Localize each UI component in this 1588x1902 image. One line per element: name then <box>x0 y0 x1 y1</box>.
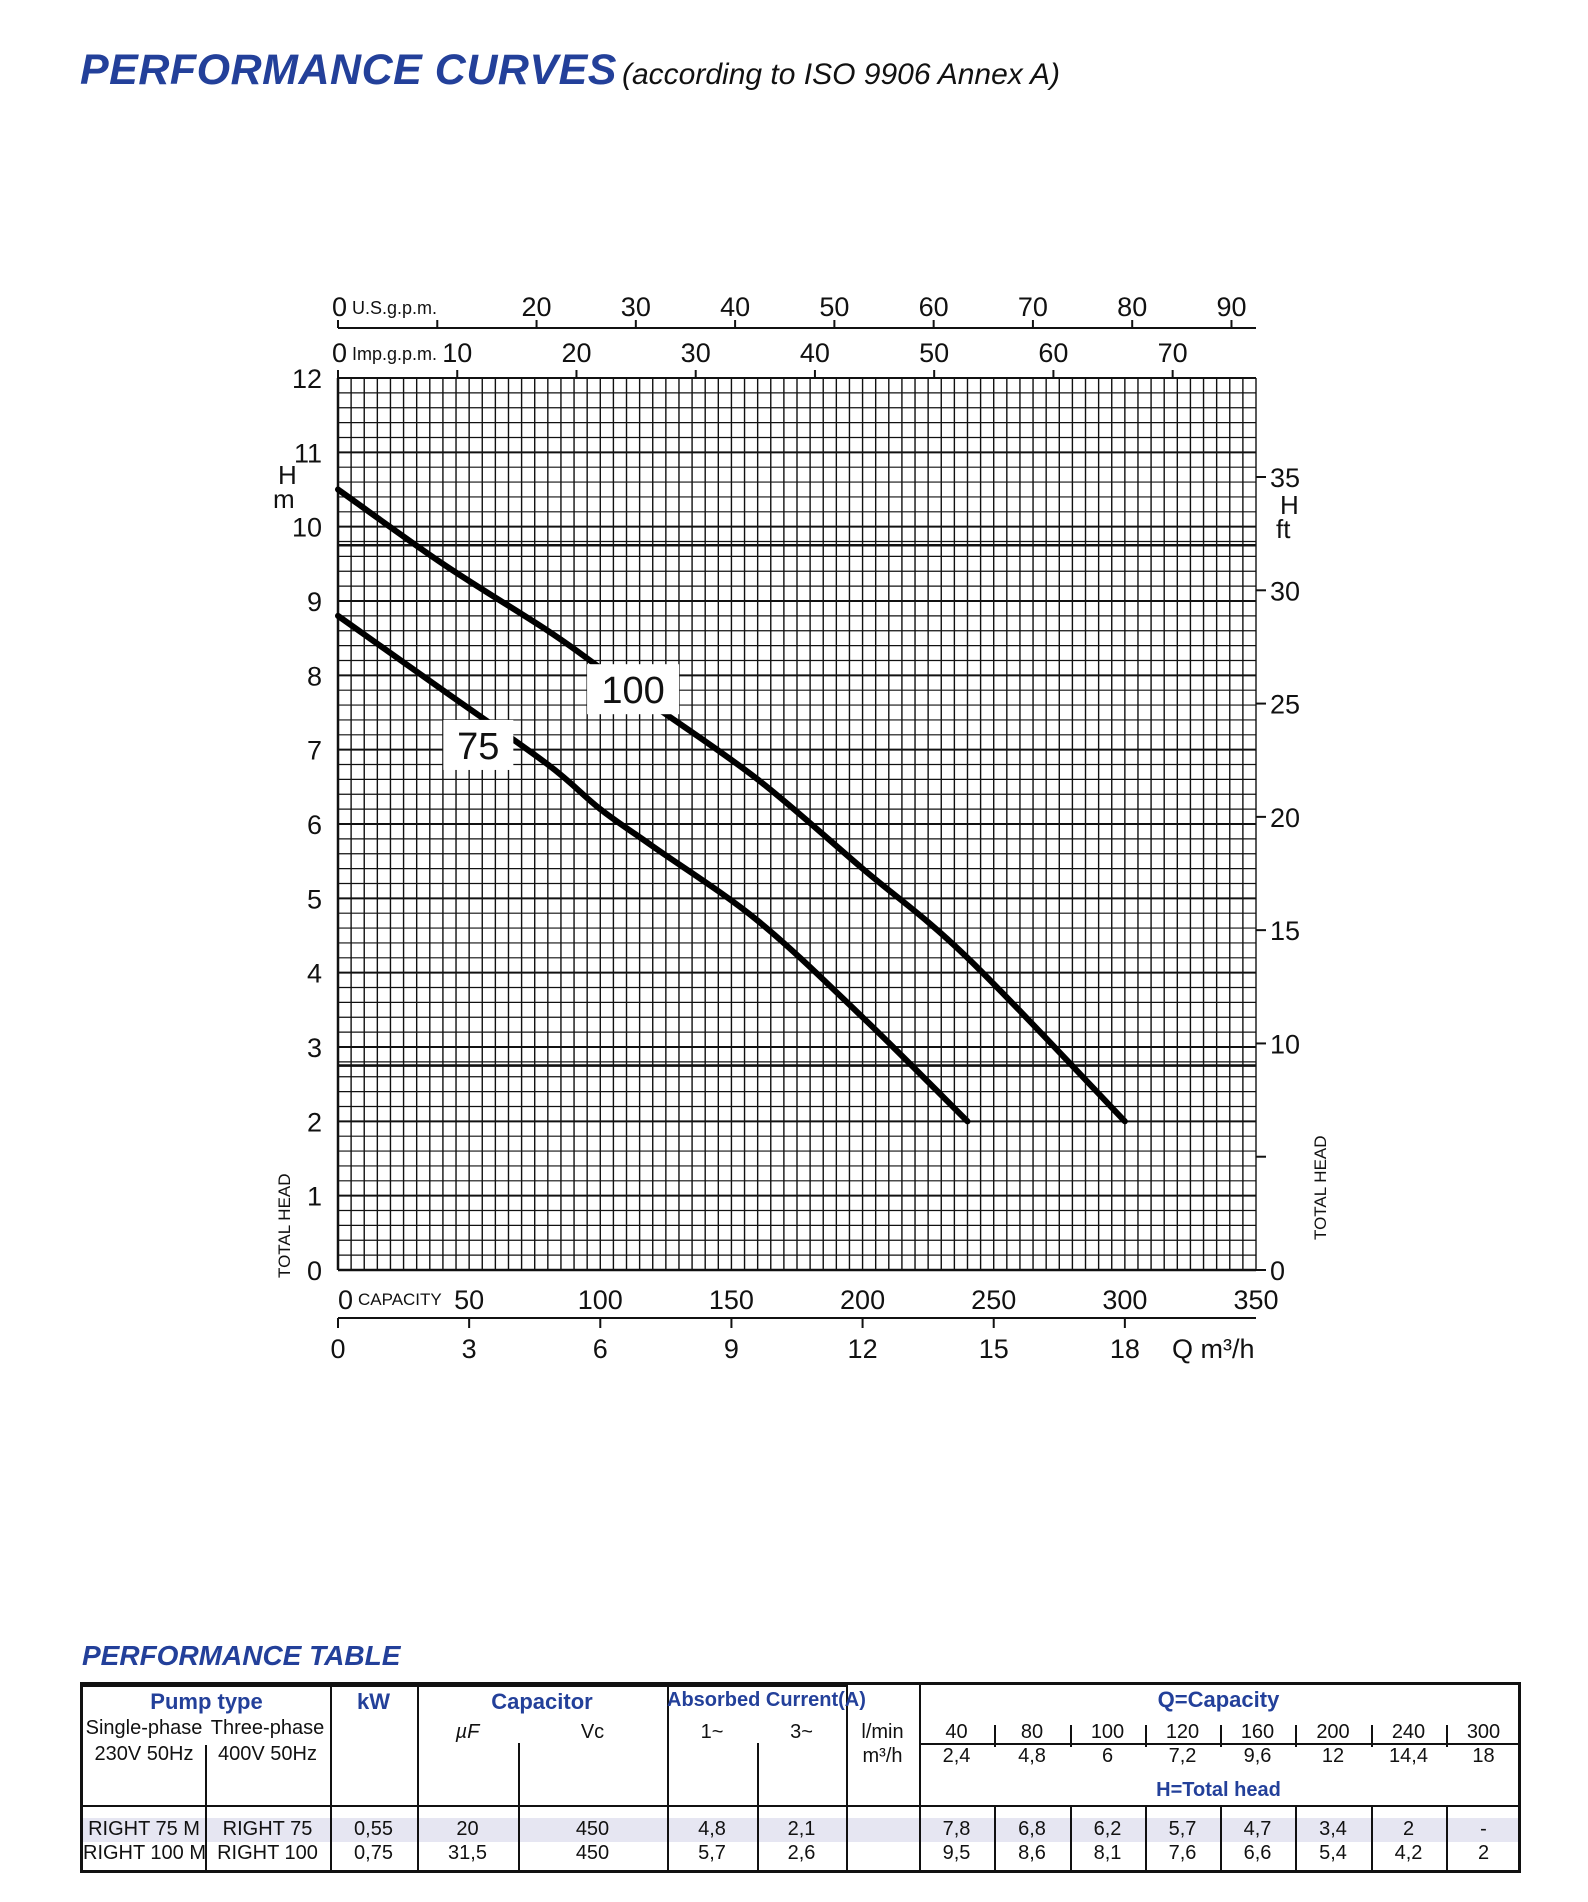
usgpm-label: U.S.g.p.m. <box>352 298 438 318</box>
y-tick-label: 4 <box>306 958 322 989</box>
m3h-tick-label: 0 <box>330 1334 346 1364</box>
performance-table <box>80 1682 1521 1873</box>
page-title: PERFORMANCE CURVES <box>80 46 617 94</box>
capacity-tick <box>1145 1725 1147 1747</box>
kw-value: 0,55 <box>354 1818 393 1840</box>
head-value: 7,6 <box>1168 1842 1197 1864</box>
right-tick-label: 15 <box>1270 916 1301 947</box>
impgpm-tick-label: 50 <box>919 338 950 368</box>
head-value: 4,7 <box>1243 1818 1272 1840</box>
right-tick-label: 35 <box>1270 463 1301 494</box>
vc-value: 450 <box>575 1842 610 1864</box>
y-tick-label: 9 <box>306 587 322 617</box>
one-phase-current: 4,8 <box>698 1818 726 1840</box>
x-tick-label: 50 <box>454 1285 485 1315</box>
capacitor-header: Capacitor <box>491 1689 593 1714</box>
y-tick-label: 1 <box>306 1181 322 1212</box>
capacity-tick <box>1295 1725 1297 1747</box>
head-value: 6,6 <box>1243 1842 1272 1864</box>
head-value: 7,8 <box>942 1818 971 1840</box>
y-tick-label: 2 <box>306 1107 322 1138</box>
uf-value: 31,5 <box>448 1842 487 1864</box>
usgpm-tick-label: 90 <box>1216 292 1247 322</box>
single-phase-model: RIGHT 100 M <box>83 1842 206 1864</box>
capacity-tick <box>1371 1725 1373 1747</box>
table-divider <box>846 1685 848 1870</box>
usgpm-tick-label: 0 <box>332 292 348 322</box>
head-value: 3,4 <box>1319 1818 1347 1840</box>
y-tick-label: 10 <box>291 512 322 543</box>
one-phase-current: 5,7 <box>698 1842 726 1864</box>
m3h-label: m³/h <box>862 1745 903 1767</box>
right-tick-label: 10 <box>1270 1029 1301 1060</box>
usgpm-tick-label: 40 <box>720 292 751 322</box>
y-tick-label: 3 <box>306 1033 322 1063</box>
kw-header: kW <box>357 1689 390 1714</box>
x-tick-label: 300 <box>1102 1285 1148 1315</box>
y-tick-label: 12 <box>291 364 322 394</box>
x-axis-label: CAPACITY <box>358 1290 442 1309</box>
capacity-tick <box>1220 1725 1222 1747</box>
impgpm-label: Imp.g.p.m. <box>352 344 438 364</box>
m3h-value: 14,4 <box>1389 1745 1428 1767</box>
lmin-value: 300 <box>1466 1721 1501 1743</box>
single-phase-model: RIGHT 75 M <box>88 1818 200 1840</box>
m3h-tick-label: 9 <box>723 1334 739 1364</box>
capacity-tick <box>1070 1725 1072 1747</box>
x-tick-label: 250 <box>971 1285 1017 1315</box>
m3h-value: 7,2 <box>1168 1745 1197 1767</box>
head-value: 4,2 <box>1394 1842 1423 1864</box>
y-tick-label: 11 <box>293 438 322 469</box>
lmin-value: 80 <box>1020 1721 1044 1743</box>
usgpm-tick-label: 60 <box>918 292 949 322</box>
left-axis-side-label: TOTAL HEAD <box>275 1173 294 1278</box>
usgpm-tick-label: 50 <box>819 292 850 322</box>
m3h-value: 18 <box>1472 1745 1495 1767</box>
m3h-tick-label: 18 <box>1109 1334 1140 1364</box>
y-tick-label: 0 <box>306 1256 322 1286</box>
m3h-value: 6 <box>1101 1745 1114 1767</box>
one-phase-current-header: 1~ <box>700 1721 724 1743</box>
absorbed-current-header: Absorbed Current(A) <box>667 1689 866 1711</box>
head-value: 5,7 <box>1168 1818 1197 1840</box>
usgpm-tick-label: 80 <box>1117 292 1148 322</box>
impgpm-tick-label: 60 <box>1038 338 1069 368</box>
head-value: 6,2 <box>1093 1818 1122 1840</box>
pump-type-header: Pump type <box>150 1689 263 1714</box>
three-phase-current: 2,1 <box>787 1818 816 1840</box>
three-phase-spec: 400V 50Hz <box>218 1743 317 1765</box>
vc-header: Vc <box>580 1721 605 1743</box>
left-axis-unit: m <box>273 484 295 514</box>
three-phase-header: Three-phase <box>210 1717 325 1739</box>
m3h-value: 4,8 <box>1018 1745 1046 1767</box>
capacity-tick <box>994 1725 996 1747</box>
series-label-75: 75 <box>457 725 500 768</box>
x-tick-label: 0 <box>338 1285 354 1315</box>
impgpm-tick-label: 30 <box>680 338 711 368</box>
impgpm-tick-label: 0 <box>332 338 348 368</box>
h-total-head-header: H=Total head <box>1156 1779 1281 1801</box>
lmin-value: 200 <box>1316 1721 1350 1743</box>
uf-header: µF <box>455 1721 480 1743</box>
head-value: 6,8 <box>1018 1818 1046 1840</box>
head-value: 8,1 <box>1093 1842 1122 1864</box>
usgpm-tick-label: 70 <box>1017 292 1048 322</box>
m3h-tick-label: 3 <box>461 1334 477 1364</box>
y-tick-label: 8 <box>306 661 322 692</box>
right-tick-label: 25 <box>1270 689 1301 720</box>
head-value: 5,4 <box>1319 1842 1347 1864</box>
m3h-axis-label: Q m³/h <box>1172 1334 1255 1364</box>
page-subtitle: (according to ISO 9906 Annex A) <box>622 58 1061 91</box>
impgpm-tick-label: 40 <box>799 338 830 368</box>
lmin-value: 40 <box>945 1721 968 1743</box>
three-phase-model: RIGHT 75 <box>222 1818 313 1840</box>
lmin-label: l/min <box>861 1721 904 1743</box>
lmin-value: 100 <box>1090 1721 1125 1743</box>
usgpm-tick-label: 20 <box>521 292 552 322</box>
impgpm-tick-label: 10 <box>442 338 473 368</box>
x-tick-label: 350 <box>1233 1285 1279 1315</box>
right-axis-side-label: TOTAL HEAD <box>1311 1135 1330 1240</box>
m3h-tick-label: 12 <box>847 1334 878 1364</box>
y-tick-label: 5 <box>306 884 322 915</box>
three-phase-model: RIGHT 100 <box>217 1842 318 1864</box>
head-value: - <box>1480 1818 1487 1840</box>
table-title: PERFORMANCE TABLE <box>82 1640 401 1671</box>
y-tick-label: 6 <box>306 810 322 840</box>
head-value: 2 <box>1402 1818 1415 1840</box>
three-phase-current-header: 3~ <box>790 1721 813 1743</box>
head-value: 9,5 <box>942 1842 971 1864</box>
usgpm-tick-label: 30 <box>620 292 651 322</box>
right-tick-label: 0 <box>1270 1256 1286 1286</box>
q-capacity-header: Q=Capacity <box>1157 1687 1280 1712</box>
head-value: 8,6 <box>1018 1842 1046 1864</box>
single-phase-spec: 230V 50Hz <box>94 1743 194 1765</box>
right-tick-label: 30 <box>1270 576 1301 607</box>
table-divider <box>83 1685 846 1687</box>
head-value: 2 <box>1477 1842 1490 1864</box>
lmin-value: 160 <box>1240 1721 1275 1743</box>
right-axis-symbol: H <box>1280 490 1299 520</box>
x-tick-label: 200 <box>840 1285 886 1315</box>
table-divider <box>83 1805 1518 1807</box>
m3h-tick-label: 6 <box>592 1334 608 1364</box>
m3h-value: 9,6 <box>1243 1745 1272 1767</box>
impgpm-tick-label: 20 <box>561 338 592 368</box>
single-phase-header: Single-phase <box>85 1717 203 1739</box>
impgpm-tick-label: 70 <box>1157 338 1188 368</box>
x-tick-label: 100 <box>577 1285 623 1315</box>
m3h-value: 2,4 <box>942 1745 971 1767</box>
kw-value: 0,75 <box>354 1842 393 1864</box>
m3h-tick-label: 15 <box>978 1334 1009 1364</box>
series-label-100: 100 <box>601 670 665 713</box>
lmin-value: 120 <box>1165 1721 1200 1743</box>
right-axis-unit: ft <box>1276 514 1291 544</box>
vc-value: 450 <box>575 1818 610 1840</box>
x-tick-label: 150 <box>708 1285 754 1315</box>
three-phase-current: 2,6 <box>787 1842 816 1864</box>
chart-grid <box>338 378 1256 1270</box>
capacity-tick <box>1446 1725 1448 1747</box>
m3h-value: 12 <box>1321 1745 1345 1767</box>
uf-value: 20 <box>456 1818 479 1840</box>
left-axis-symbol: H <box>278 460 297 490</box>
right-tick-label: 20 <box>1270 802 1301 833</box>
y-tick-label: 7 <box>306 735 322 766</box>
lmin-value: 240 <box>1391 1721 1426 1743</box>
